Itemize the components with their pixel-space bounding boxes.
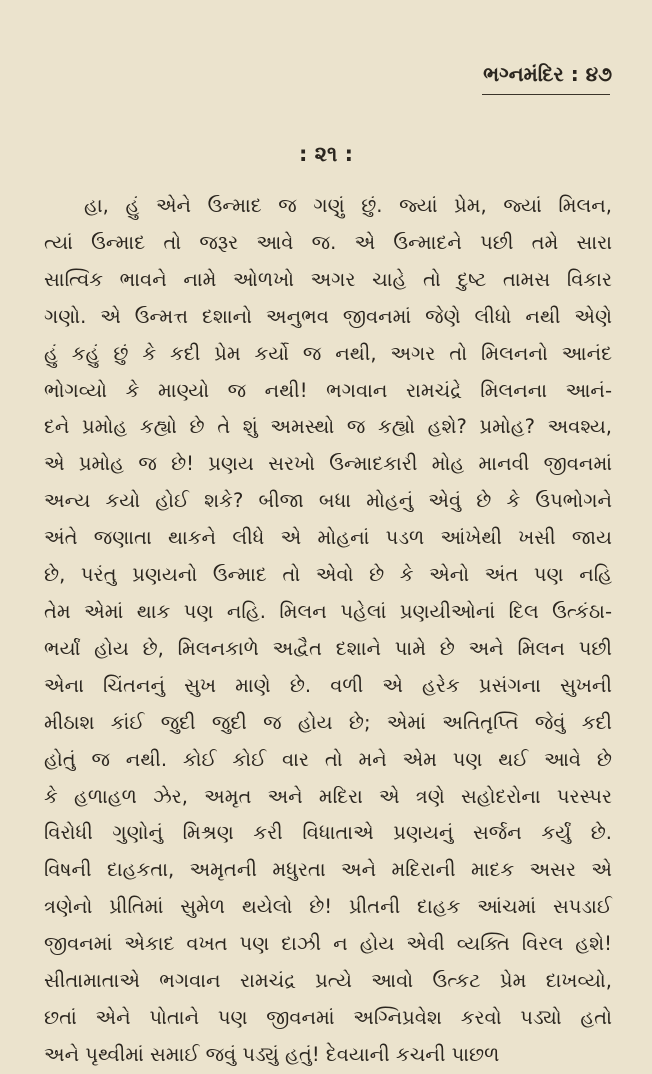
text-line: ત્યાં ઉન્માદ તો જરૂર આવે જ. એ ઉન્માદને પછી તમે સારા [44,230,612,254]
text-line: ભોગવ્યો કે માણ્યો જ નથી! ભગવાન રામચંદ્રે મિલનના આનં- [44,378,612,402]
text-line: મીઠાશ કાંઈ જુદી જુદી જ હોય છે; એમાં અતિતૃપ્તિ જેવું કદી [44,710,612,734]
text-line: હું કહું છું કે કદી પ્રેમ કર્યો જ નથી, અગર તો મિલનનો આનંદ [44,341,612,365]
text-line: ત્રણેનો પ્રીતિમાં સુમેળ થયેલો છે! પ્રીતની દાહક આંચમાં સપડાઈ [44,895,612,919]
text-line: તેમ એમાં થાક પણ નહિ. મિલન પહેલાં પ્રણયીઓનાં દિલ ઉત્કંઠા- [44,599,612,623]
text-line: ભર્યાં હોય છે, મિલનકાળે અદ્વૈત દશાને પામે છે અને મિલન પછી [44,636,612,660]
text-line: અને પૃથ્વીમાં સમાઈ જવું પડ્યું હતું! દેવયાની કચની પાછળ [44,1042,500,1066]
text-line: એ પ્રમોહ જ છે! પ્રણય સરખો ઉન્માદકારી મોહ માનવી જીવનમાં [44,452,612,476]
text-line: ગણો. એ ઉન્મત્ત દશાનો અનુભવ જીવનમાં જેણે લીધો નથી એણે [44,304,612,328]
text-line: અન્ય કયો હોઈ શકે? બીજા બધા મોહનું એવું છે કે ઉપભોગને [44,489,612,513]
section-number: : ૨૧ : [298,142,354,166]
running-head-rule [482,94,610,95]
body-paragraph [44,188,612,1074]
running-head: ભગ્નમંદિર : ૪૭ [483,62,612,86]
text-line: એના ચિંતનનું સુખ માણે છે. વળી એ હરેક પ્રસંગના સુખની [44,673,612,697]
text-line: છે, પરંતુ પ્રણયનો ઉન્માદ તો એવો છે કે એનો અંત પણ નહિ [44,563,612,587]
text-line: વિરોધી ગુણોનું મિશ્રણ કરી વિધાતાએ પ્રણયનું સર્જન કર્યું છે. [44,821,612,845]
text-line: છતાં એને પોતાને પણ જીવનમાં અગ્નિપ્રવેશ કરવો પડ્યો હતો [44,1005,612,1029]
text-line: અંતે જણાતા થાકને લીધે એ મોહનાં પડળ આંખેથી ખસી જાય [44,526,612,550]
text-line: સીતામાતાએ ભગવાન રામચંદ્ર પ્રત્યે આવો ઉત્કટ પ્રેમ દાખવ્યો, [44,969,612,993]
text-line: જીવનમાં એકાદ વખત પણ દાઝી ન હોય એવી વ્યક્તિ વિરલ હશે! [44,932,612,956]
text-line: વિષની દાહકતા, અમૃતની મધુરતા અને મદિરાની માદક અસર એ [44,858,612,882]
text-line: હા, હું એને ઉન્માદ જ ગણું છું. જ્યાં પ્રેમ, જ્યાં મિલન, [84,194,612,217]
text-line: હોતું જ નથી. કોઈ કોઈ વાર તો મને એમ પણ થઈ આવે છે [44,747,612,771]
text-line: કે હળાહળ ઝેર, અમૃત અને મદિરા એ ત્રણે સહોદરોના પરસ્પર [44,784,612,808]
text-line: દને પ્રમોહ કહ્યો છે તે શું અમસ્થો જ કહ્યો હશે? પ્રમોહ? અવશ્ય, [44,415,612,439]
text-line: સાત્વિક ભાવને નામે ઓળખો અગર ચાહે તો દુષ્ટ તામસ વિકાર [44,267,612,291]
